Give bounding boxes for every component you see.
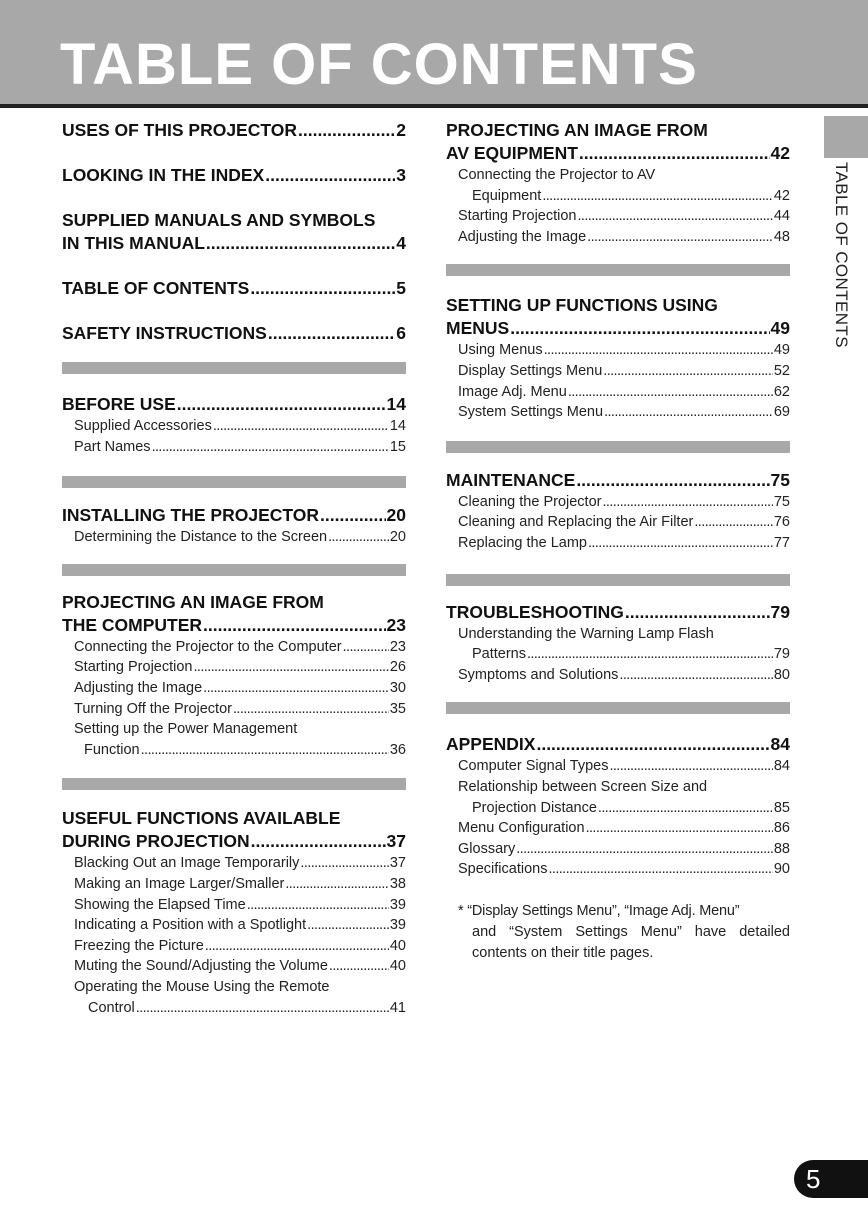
toc-entry[interactable]: SAFETY INSTRUCTIONS ..... 6 <box>62 322 406 345</box>
side-tab-marker <box>824 116 868 158</box>
toc-entry[interactable]: THE COMPUTER ..... 23 <box>62 614 406 637</box>
toc-left-column <box>62 119 406 1018</box>
toc-subentry[interactable]: Projection Distance ..... 85 <box>446 798 790 819</box>
toc-subentry-line: Operating the Mouse Using the Remote <box>74 978 330 995</box>
toc-subentry[interactable]: Blacking Out an Image Temporarily ..... 37 <box>62 853 406 874</box>
toc-entry[interactable]: BEFORE USE ..... 14 <box>62 393 406 416</box>
section-divider <box>62 362 406 374</box>
toc-subentry[interactable]: Indicating a Position with a Spotlight ..... 39 <box>62 915 406 936</box>
toc-subentry[interactable]: Starting Projection ..... 26 <box>62 657 406 678</box>
toc-subentry[interactable]: Making an Image Larger/Smaller ..... 38 <box>62 874 406 895</box>
toc-subentry[interactable]: Image Adj. Menu ..... 62 <box>446 382 790 403</box>
toc-subentry-line: Connecting the Projector to AV <box>458 167 656 183</box>
section-divider <box>446 702 790 714</box>
toc-subentry-line: Understanding the Warning Lamp Flash <box>458 625 714 642</box>
toc-subentry[interactable]: Cleaning the Projector ..... 75 <box>446 492 790 513</box>
toc-heading-line: SETTING UP FUNCTIONS USING <box>446 295 718 316</box>
section-divider <box>446 574 790 586</box>
toc-subentry-line: Relationship between Screen Size and <box>458 778 708 795</box>
toc-heading-line: SUPPLIED MANUALS AND SYMBOLS <box>62 210 376 230</box>
toc-entry[interactable]: MENUS ..... 49 <box>446 317 790 340</box>
toc-entry[interactable]: DURING PROJECTION ..... 37 <box>62 830 406 853</box>
toc-subentry[interactable]: Turning Off the Projector ..... 35 <box>62 699 406 720</box>
toc-entry[interactable]: IN THIS MANUAL ..... 4 <box>62 232 406 255</box>
toc-subentry[interactable]: Using Menus ..... 49 <box>446 340 790 361</box>
header-rule <box>0 104 868 108</box>
toc-entry[interactable]: TABLE OF CONTENTS ..... 5 <box>62 277 406 300</box>
toc-subentry[interactable]: Display Settings Menu ..... 52 <box>446 361 790 382</box>
toc-entry[interactable]: USES OF THIS PROJECTOR ..... 2 <box>62 119 406 142</box>
toc-subentry[interactable]: Computer Signal Types ..... 84 <box>446 756 790 777</box>
toc-subentry[interactable]: Freezing the Picture ..... 40 <box>62 936 406 957</box>
toc-entry[interactable]: INSTALLING THE PROJECTOR ..... 20 <box>62 504 406 527</box>
footnote-line: * “Display Settings Menu”, “Image Adj. Menu” <box>458 902 740 919</box>
toc-subentry[interactable]: Function ..... 36 <box>62 740 406 761</box>
toc-subentry[interactable]: Showing the Elapsed Time ..... 39 <box>62 895 406 916</box>
toc-heading-line: PROJECTING AN IMAGE FROM <box>446 120 708 140</box>
toc-subentry[interactable]: Supplied Accessories ..... 14 <box>62 416 406 437</box>
section-divider <box>62 476 406 488</box>
toc-entry[interactable]: TROUBLESHOOTING ..... 79 <box>446 601 790 624</box>
toc-subentry[interactable]: Cleaning and Replacing the Air Filter ..... 76 <box>446 512 790 533</box>
toc-subentry[interactable]: Part Names ..... 15 <box>62 437 406 458</box>
toc-entry[interactable]: MAINTENANCE ..... 75 <box>446 469 790 492</box>
toc-right-column <box>446 119 790 964</box>
toc-subentry[interactable]: Replacing the Lamp ..... 77 <box>446 533 790 554</box>
toc-subentry[interactable]: System Settings Menu ..... 69 <box>446 402 790 423</box>
toc-subentry[interactable]: Starting Projection ..... 44 <box>446 206 790 227</box>
toc-subentry-line: Setting up the Power Management <box>74 721 298 738</box>
toc-entry[interactable]: APPENDIX ..... 84 <box>446 733 790 756</box>
toc-subentry[interactable]: Symptoms and Solutions ..... 80 <box>446 665 790 686</box>
toc-entry[interactable]: AV EQUIPMENT ..... 42 <box>446 142 790 165</box>
toc-subentry[interactable]: Equipment ..... 42 <box>446 186 790 207</box>
toc-subentry[interactable]: Adjusting the Image ..... 30 <box>62 678 406 699</box>
toc-subentry[interactable]: Specifications ..... 90 <box>446 859 790 880</box>
toc-subentry[interactable]: Menu Configuration ..... 86 <box>446 818 790 839</box>
toc-heading-line: PROJECTING AN IMAGE FROM <box>62 591 324 612</box>
toc-subentry[interactable]: Determining the Distance to the Screen ..... 20 <box>62 527 406 548</box>
section-divider <box>446 441 790 453</box>
footnote <box>446 901 790 964</box>
toc-subentry[interactable]: Muting the Sound/Adjusting the Volume ..... 40 <box>62 956 406 977</box>
page-number: 5 <box>794 1160 868 1198</box>
toc-subentry[interactable]: Glossary ..... 88 <box>446 839 790 860</box>
toc-subentry[interactable]: Connecting the Projector to the Computer ..... 23 <box>62 637 406 658</box>
footnote-text: and “System Settings Menu” have detailed contents on their title pages. <box>472 923 790 961</box>
toc-subentry[interactable]: Control ..... 41 <box>62 998 406 1019</box>
section-divider <box>62 778 406 790</box>
toc-entry[interactable]: LOOKING IN THE INDEX ..... 3 <box>62 164 406 187</box>
toc-heading-line: USEFUL FUNCTIONS AVAILABLE <box>62 808 341 829</box>
page-title: TABLE OF CONTENTS <box>60 32 698 97</box>
toc-subentry[interactable]: Adjusting the Image ..... 48 <box>446 227 790 248</box>
section-divider <box>446 264 790 276</box>
toc-subentry[interactable]: Patterns ..... 79 <box>446 644 790 665</box>
section-divider <box>62 564 406 576</box>
side-tab-label: TABLE OF CONTENTS <box>832 162 851 348</box>
